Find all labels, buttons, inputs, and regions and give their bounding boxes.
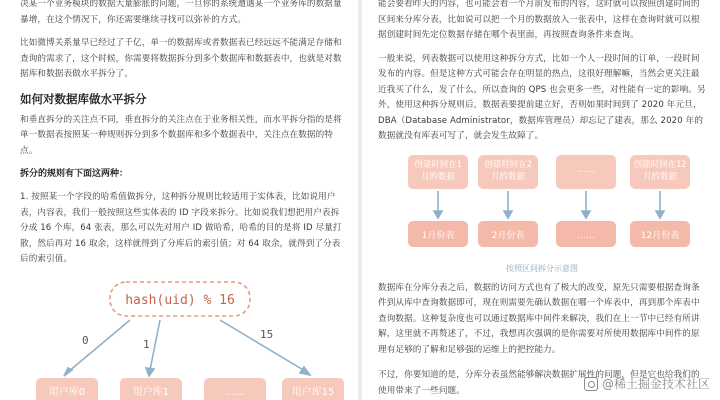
heading-horizontal-split: 如何对数据库做水平拆分 <box>20 91 147 106</box>
watermark <box>584 375 710 392</box>
hash-split-diagram <box>20 274 342 400</box>
arrowhead-dec <box>656 211 664 218</box>
arrowhead-db1 <box>146 368 154 376</box>
top-node-feb-label: 创建时间在2月的数据 <box>484 159 532 182</box>
right-paragraph-3: 数据库在分库分表之后，数据的访问方式也有了极大的改变，原先只需要根据查询条件到从库中查询数据即可，现在则需要先确认数据在哪一个库表中，再到那个库表中查询数据。这种复杂度也可以通过数据库中间件来解决，我们在上一节中已经有所讲解，这里就不再赘述了，不过，我想再次强调的是你需要对所使用数据库中间件的原理有足够的了解和足够强的运维上的把控能力。 <box>378 282 700 355</box>
right-paragraph-2: 一般来说，列表数据可以使用这种拆分方式，比如一个人一段时间的订单，一段时间发布的内容。但是这种方式可能会存在明显的热点，这很好理解嘛，当然会更关注最近我买了什么，发了什么，所以查询的 QPS 也会更多一些，对性能有一定的影响。另外，使用这种拆分规则后，数据表要提前建立好，否则如果时间到了 2020 年元旦，DBA（Database Administrator，数据库管理员）却忘记了建表，那么 2020 年的数据就没有库表可写了，就会发生故障了。 <box>378 53 706 141</box>
edge-label-0: 0 <box>82 333 89 347</box>
node-db15-label: 用户库15 <box>291 386 335 398</box>
left-paragraph-3: 和垂直拆分的关注点不同，垂直拆分的关注点在于业务相关性，而水平拆分指的是将单一数据表按照某一种规则拆分到多个数据库和多个数据表中，关注点在数据的特点。 <box>20 114 342 156</box>
bottom-node-jan-label: 1月份表 <box>421 230 455 241</box>
left-paragraph-4: 1. 按照某一个字段的哈希值做拆分，这种拆分规则比较适用于实体表，比如说用户表，内容表，我们一般按照这些实体表的 ID 字段来拆分。比如说我们想把用户表拆分成 16 个库，64 张表，那么可以先对用户 ID 做哈希，哈希的目的是将 ID 尽量打散，然后再对 16 取余，这样就得到了分库后的索引值；对 64 取余，就得到了分表后的索引值。 <box>20 192 342 264</box>
watermark-text: @稀土掘金技术社区 <box>601 377 710 391</box>
top-node-jan-label: 创建时间在1月的数据 <box>414 159 462 182</box>
right-paragraph-1: 能会要看昨天的内容，也可能会看一个月前发布的内容，这时就可以按照创建时间的区间来分库分表，比如说可以把一个月的数据放入一张表中，这样在查询时就可以根据创建时间先定位数据存储在哪个表里面，再按照查询条件来查询。 <box>378 0 700 40</box>
left-paragraph-2: 比如微博关系量早已经过了千亿，单一的数据库或者数据表已经远远不能满足存储和查询的需求了，这个时候，你需要将数据拆分到多个数据库和数据表中，也就是对数据库和数据表做水平拆分了。 <box>20 38 342 79</box>
juejin-logo-icon <box>584 377 598 391</box>
arrowhead-feb <box>504 211 512 218</box>
edge-label-15: 15 <box>260 327 274 341</box>
arrowhead-ellipsis <box>582 211 590 218</box>
node-ellipsis-label: …… <box>225 386 245 398</box>
node-db1-label: 用户库1 <box>132 386 170 398</box>
edge-to-db0 <box>68 320 130 372</box>
arrowhead-db0 <box>64 368 72 376</box>
heading-split-rules: 拆分的规则有下面这两种： <box>20 169 129 179</box>
edge-label-1: 1 <box>143 337 150 351</box>
left-page <box>0 0 358 400</box>
date-range-diagram <box>378 153 706 273</box>
figure-caption: 按照区间拆分示意图 <box>506 263 578 273</box>
top-node-dec-label: 创建时间在12月的数据 <box>633 159 687 182</box>
bottom-node-dec-label: 12月份表 <box>640 230 680 241</box>
bottom-node-ellipsis-label: …… <box>577 230 595 241</box>
bottom-node-feb-label: 2月份表 <box>491 230 525 241</box>
right-page <box>362 0 720 400</box>
hash-formula-text: hash(uid) % 16 <box>125 292 235 308</box>
arrowhead-jan <box>434 211 442 218</box>
node-db0-label: 用户库0 <box>48 386 86 398</box>
top-node-ellipsis-label: …… <box>577 164 595 175</box>
edge-to-db1 <box>150 320 160 370</box>
right-paragraph-4: 不过，你要知道的是，分库分表虽然能够解决数据扩展性的问题，但是它也给我们的使用带来了一些问题。 <box>378 370 700 396</box>
left-paragraph-1: 决某一个业务模块的数据大量膨胀的问题，一旦你的系统遭遇某一个业务库的数据量暴增，在这个情况下，你还需要继续寻找可以弥补的方式。 <box>20 0 342 25</box>
